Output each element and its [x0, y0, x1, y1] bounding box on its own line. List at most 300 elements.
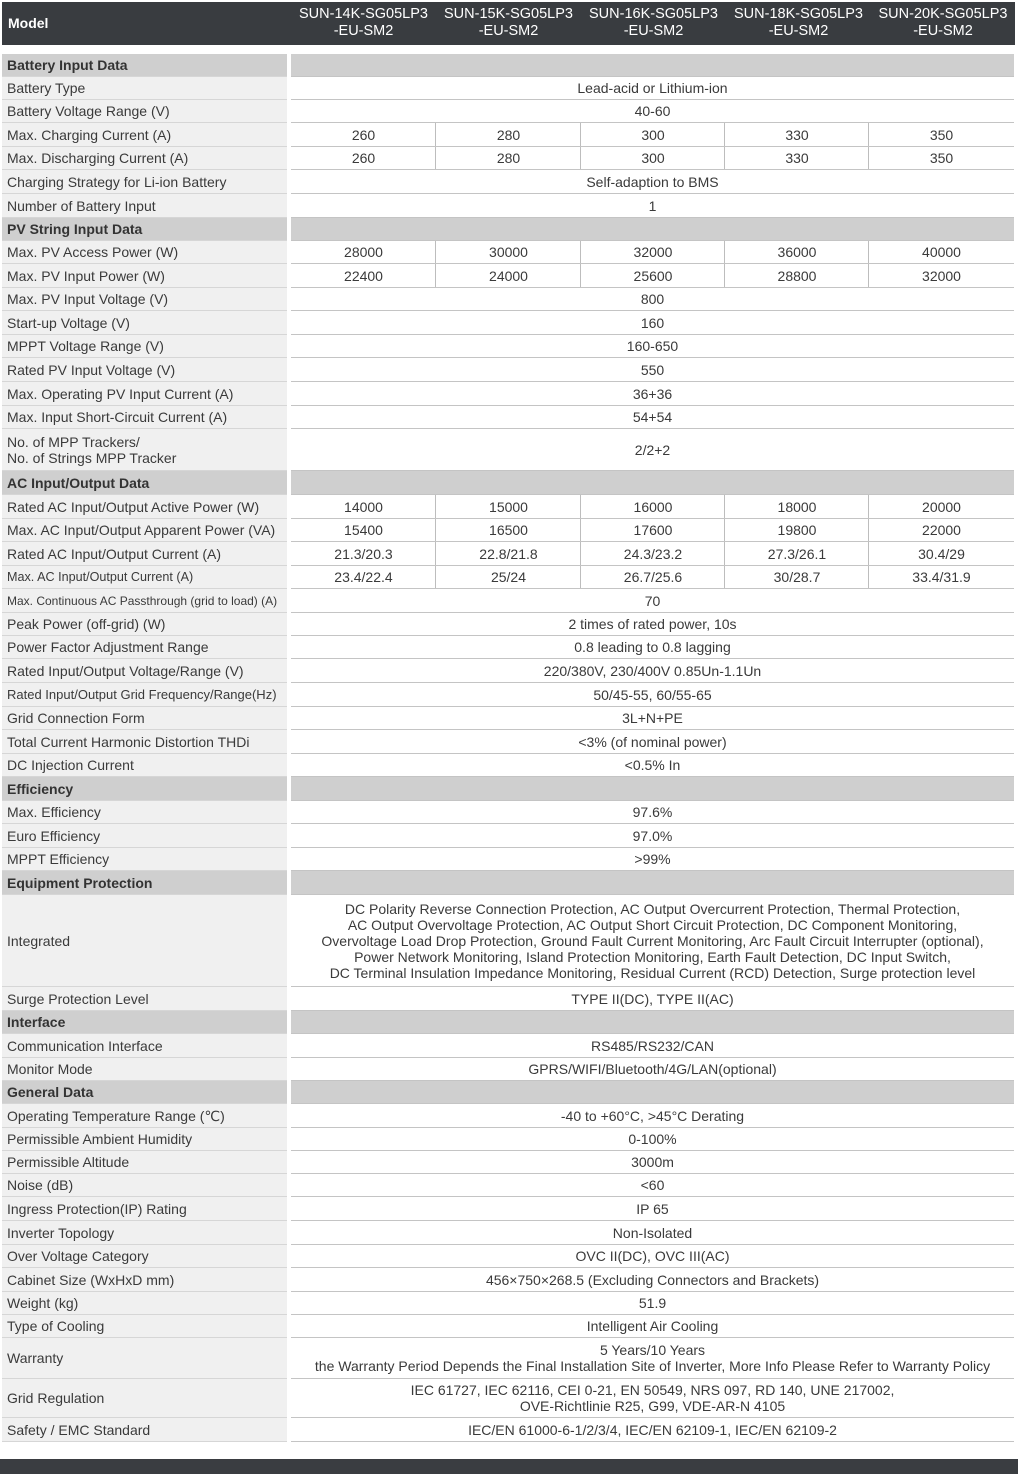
value-text: 50/45-55, 60/55-65 [593, 686, 712, 703]
value-cell [436, 241, 581, 263]
value-cell-merged [291, 1058, 1014, 1080]
column-divider [724, 241, 725, 263]
value-text: 26.7/25.6 [623, 569, 683, 585]
value-cell-merged [291, 382, 1014, 405]
table-row [0, 801, 1018, 823]
value-text: 300 [641, 126, 665, 143]
row-label-text: Interface [7, 1014, 66, 1030]
value-text: 30.4/29 [918, 545, 965, 562]
value-text: 24000 [489, 267, 528, 284]
value-cell [436, 495, 581, 518]
value-text: 3000m [631, 1154, 674, 1170]
value-text: 32000 [633, 244, 673, 260]
table-row [0, 1034, 1018, 1057]
section-title [2, 1081, 287, 1103]
row-label [2, 824, 287, 847]
table-row [0, 519, 1018, 541]
value-text: Lead-acid or Lithium-ion [577, 80, 728, 96]
value-cell-merged [291, 1245, 1014, 1267]
value-cell-merged [291, 1315, 1014, 1337]
value-cell-merged [291, 429, 1014, 470]
row-label-text: Max. Input Short-Circuit Current (A) [7, 409, 228, 425]
value-cell-merged [291, 311, 1014, 334]
row-label-text: Rated AC Input/Output Active Power (W) [7, 498, 260, 515]
value-cell-merged [291, 1128, 1014, 1150]
table-row [0, 895, 1018, 986]
column-divider [724, 542, 725, 565]
section-title [2, 471, 287, 494]
row-label [2, 542, 287, 565]
section-header-row [0, 54, 1018, 76]
value-text: OVC II(DC), OVC III(AC) [575, 1248, 730, 1264]
table-row [0, 358, 1018, 381]
value-text: 2 times of rated power, 10s [568, 616, 737, 632]
table-row [0, 613, 1018, 635]
table-row [0, 1058, 1018, 1080]
model-name: SUN-18K-SG05LP3 -EU-SM2 [734, 6, 863, 39]
table-row [0, 824, 1018, 847]
value-text: 25600 [633, 267, 673, 284]
column-divider [724, 566, 725, 588]
column-divider [724, 519, 725, 541]
table-row [0, 636, 1018, 658]
column-divider [724, 264, 725, 287]
value-text: 14000 [344, 498, 383, 515]
section-title [2, 871, 287, 894]
row-label-text: Battery Input Data [7, 57, 128, 73]
section-bar [291, 471, 1014, 494]
value-cell [291, 264, 436, 287]
section-bar [291, 871, 1014, 894]
row-label-text: Warranty [7, 1350, 64, 1366]
value-text: 1 [648, 197, 657, 214]
row-label [2, 311, 287, 334]
row-label-text: Rated PV Input Voltage (V) [7, 361, 176, 378]
column-divider [580, 241, 581, 263]
table-row [0, 683, 1018, 706]
value-text: >99% [634, 851, 671, 867]
column-divider [435, 542, 436, 565]
value-cell [725, 241, 869, 263]
value-cell [869, 542, 1014, 565]
row-label-text: Battery Voltage Range (V) [7, 103, 170, 119]
value-cell-merged [291, 683, 1014, 706]
value-text: 0.8 leading to 0.8 lagging [574, 639, 731, 655]
row-label [2, 1245, 287, 1267]
value-cell-merged [291, 406, 1014, 428]
value-cell [581, 519, 725, 541]
row-label [2, 1315, 287, 1337]
section-header-row [0, 777, 1018, 800]
value-text: 160-650 [626, 338, 679, 354]
row-label [2, 358, 287, 381]
value-text: 36+36 [632, 385, 673, 402]
row-label-text: Communication Interface [7, 1037, 163, 1054]
table-row [0, 311, 1018, 334]
table-row [0, 100, 1018, 122]
value-cell [725, 123, 869, 146]
value-text: 16000 [633, 498, 673, 515]
row-label-text: Max. Charging Current (A) [7, 126, 172, 143]
table-row [0, 542, 1018, 565]
table-row [0, 589, 1018, 612]
table-row [0, 566, 1018, 588]
value-text: Self-adaption to BMS [586, 173, 719, 190]
row-label-text: Permissible Altitude [7, 1154, 130, 1170]
table-row [0, 730, 1018, 753]
row-label-text: Max. Efficiency [7, 804, 101, 820]
value-cell-merged [291, 194, 1014, 217]
value-text: 70 [644, 592, 661, 609]
value-cell [725, 542, 869, 565]
row-label-text: Rated Input/Output Grid Frequency/Range(Hz) [7, 686, 277, 702]
row-label [2, 170, 287, 193]
column-divider [868, 241, 869, 263]
row-label-text: Peak Power (off-grid) (W) [7, 616, 166, 632]
value-cell-merged [291, 895, 1014, 986]
row-label [2, 1197, 287, 1220]
row-label [2, 335, 287, 357]
column-divider [580, 495, 581, 518]
column-divider [724, 147, 725, 169]
value-text: DC Polarity Reverse Connection Protection, AC Output Overcurrent Protection, Thermal Protection, AC Output Overvoltage Protection, AC Output Short Circuit Protection, DC Component Monitoring, Overvoltage Load Drop Protection, Ground Fault Current Monitoring, Arc Fault Circuit Interrupter (optional), Power Network Monitoring, Island Protection Monitoring, Earth Fault Detection, DC Input Switch, DC Terminal Insulation Impedance Monitoring, Residual Current (RCD) Detection, Surge protection level [321, 900, 984, 981]
table-row [0, 495, 1018, 518]
column-divider [580, 542, 581, 565]
section-title [2, 54, 287, 76]
row-label [2, 1221, 287, 1244]
value-cell [436, 542, 581, 565]
table-row [0, 170, 1018, 193]
value-text: 25/24 [490, 569, 527, 585]
row-label-text: Type of Cooling [7, 1318, 105, 1334]
table-row [0, 264, 1018, 287]
value-cell-merged [291, 801, 1014, 823]
value-text: 350 [929, 150, 954, 166]
value-cell-merged [291, 754, 1014, 776]
value-cell-merged [291, 77, 1014, 99]
value-text: 28800 [777, 267, 817, 284]
row-label-text: Safety / EMC Standard [7, 1421, 151, 1438]
value-text: 22.8/21.8 [479, 545, 538, 562]
row-label [2, 566, 287, 588]
value-cell-merged [291, 987, 1014, 1010]
section-title [2, 218, 287, 240]
value-cell [869, 147, 1014, 169]
value-text: Intelligent Air Cooling [586, 1318, 719, 1334]
row-label [2, 1058, 287, 1080]
value-cell [291, 147, 436, 169]
table-row [0, 194, 1018, 217]
table-row [0, 1197, 1018, 1220]
row-label-text: Monitor Mode [7, 1061, 93, 1077]
column-divider [868, 264, 869, 287]
column-divider [435, 264, 436, 287]
value-cell-merged [291, 288, 1014, 310]
row-label [2, 241, 287, 263]
value-text: 300 [641, 150, 665, 166]
table-row [0, 1174, 1018, 1196]
row-label-text: Inverter Topology [7, 1224, 115, 1241]
row-label [2, 730, 287, 753]
table-row [0, 1268, 1018, 1291]
row-label-text: Rated Input/Output Voltage/Range (V) [7, 662, 244, 679]
value-cell [436, 566, 581, 588]
value-cell [291, 519, 436, 541]
value-text: IEC 61727, IEC 62116, CEI 0-21, EN 50549, NRS 097, RD 140, UNE 217002, OVE-Richtlinie R25, G99, VDE-AR-N 4105 [410, 1382, 895, 1414]
value-text: 280 [496, 150, 521, 166]
value-text: 51.9 [638, 1295, 667, 1311]
value-cell-merged [291, 848, 1014, 870]
value-cell [581, 241, 725, 263]
table-row [0, 1245, 1018, 1267]
column-divider [580, 264, 581, 287]
column-divider [580, 147, 581, 169]
value-cell [725, 495, 869, 518]
value-text: 23.4/22.4 [334, 569, 393, 585]
section-header-row [0, 218, 1018, 240]
column-divider [435, 123, 436, 146]
row-label-text: Surge Protection Level [7, 990, 149, 1007]
value-text: 220/380V, 230/400V 0.85Un-1.1Un [543, 662, 762, 679]
row-label-text: Weight (kg) [7, 1295, 79, 1311]
value-text: 22000 [922, 522, 961, 538]
value-text: <0.5% In [624, 757, 681, 773]
model-name: SUN-16K-SG05LP3 -EU-SM2 [589, 6, 718, 39]
value-text: 30/28.7 [773, 569, 821, 585]
value-cell [725, 519, 869, 541]
table-row [0, 1128, 1018, 1150]
table-row [0, 1315, 1018, 1337]
value-text: 15400 [344, 522, 383, 538]
value-text: 30000 [489, 244, 528, 260]
value-text: 330 [785, 150, 809, 166]
row-label [2, 1034, 287, 1057]
row-label-text: Max. AC Input/Output Apparent Power (VA) [7, 522, 276, 538]
table-row [0, 1221, 1018, 1244]
row-label [2, 683, 287, 706]
value-cell-merged [291, 1197, 1014, 1220]
section-bar [291, 1081, 1014, 1103]
value-text: RS485/RS232/CAN [591, 1037, 714, 1054]
row-label [2, 848, 287, 870]
row-label [2, 77, 287, 99]
row-label-text: Cabinet Size (WxHxD mm) [7, 1271, 175, 1288]
row-label [2, 382, 287, 405]
value-text: 54+54 [632, 409, 673, 425]
row-label [2, 429, 287, 470]
column-divider [435, 495, 436, 518]
value-cell-merged [291, 1338, 1014, 1378]
value-cell-merged [291, 1104, 1014, 1127]
value-text: GPRS/WIFI/Bluetooth/4G/LAN(optional) [528, 1061, 777, 1077]
value-text: 0-100% [628, 1131, 677, 1147]
row-label-text: PV String Input Data [7, 221, 143, 237]
table-row [0, 848, 1018, 870]
value-text: 36000 [777, 244, 817, 260]
row-label [2, 495, 287, 518]
value-cell-merged [291, 1268, 1014, 1291]
value-cell-merged [291, 358, 1014, 381]
footer-bar [0, 1459, 1018, 1474]
section-header-row [0, 1081, 1018, 1103]
row-label-text: DC Injection Current [7, 757, 134, 773]
row-label [2, 707, 287, 729]
row-label [2, 801, 287, 823]
value-cell-merged [291, 659, 1014, 682]
row-label-text: Total Current Harmonic Distortion THDi [7, 733, 250, 750]
value-text: 22400 [344, 267, 383, 284]
value-cell [581, 495, 725, 518]
row-label-text: Max. Operating PV Input Current (A) [7, 385, 234, 402]
column-divider [868, 495, 869, 518]
value-text: -40 to +60°C, >45°C Derating [560, 1107, 745, 1124]
value-cell [725, 264, 869, 287]
model-name: SUN-15K-SG05LP3 -EU-SM2 [444, 6, 573, 39]
value-text: 40000 [922, 244, 961, 260]
value-cell [581, 264, 725, 287]
label-divider [2, 1441, 287, 1442]
section-bar [291, 777, 1014, 800]
table-row [0, 288, 1018, 310]
row-label-text: MPPT Efficiency [7, 851, 110, 867]
row-label-text: MPPT Voltage Range (V) [7, 338, 164, 354]
value-cell-merged [291, 730, 1014, 753]
value-text: <3% (of nominal power) [578, 733, 727, 750]
table-row [0, 754, 1018, 776]
column-divider [868, 147, 869, 169]
row-label-text: Grid Regulation [7, 1390, 105, 1406]
value-text: 21.3/20.3 [334, 545, 393, 562]
row-label [2, 1128, 287, 1150]
value-cell [581, 542, 725, 565]
table-row [0, 1338, 1018, 1378]
value-text: 20000 [922, 498, 961, 515]
table-row [0, 77, 1018, 99]
row-label [2, 264, 287, 287]
table-row [0, 147, 1018, 169]
column-divider [580, 123, 581, 146]
value-cell [869, 566, 1014, 588]
section-header-row [0, 871, 1018, 894]
value-text: TYPE II(DC), TYPE II(AC) [571, 990, 734, 1007]
row-label [2, 123, 287, 146]
row-label-text: Max. Continuous AC Passthrough (grid to load) (A) [7, 593, 278, 608]
value-text: 97.0% [632, 827, 673, 844]
value-cell-merged [291, 1034, 1014, 1057]
row-label-text: Number of Battery Input [7, 197, 156, 214]
value-text: 32000 [922, 267, 961, 284]
value-text: 16500 [489, 522, 528, 538]
value-cell [725, 566, 869, 588]
value-cell [291, 566, 436, 588]
value-cell [291, 241, 436, 263]
row-label-text: General Data [7, 1084, 94, 1100]
row-label-text: Noise (dB) [7, 1177, 74, 1193]
row-label [2, 1104, 287, 1127]
row-divider [291, 1441, 1014, 1442]
column-divider [868, 542, 869, 565]
row-label-text: Max. PV Access Power (W) [7, 244, 179, 260]
value-text: 40-60 [634, 103, 671, 119]
value-cell [869, 241, 1014, 263]
column-divider [435, 566, 436, 588]
row-label [2, 147, 287, 169]
table-row [0, 406, 1018, 428]
table-row [0, 1292, 1018, 1314]
value-cell-merged [291, 1221, 1014, 1244]
table-header [2, 2, 1015, 45]
column-divider [580, 566, 581, 588]
row-label-text: Max. PV Input Power (W) [7, 267, 165, 284]
value-cell-merged [291, 824, 1014, 847]
value-cell [436, 123, 581, 146]
value-cell [869, 495, 1014, 518]
value-text: 24.3/23.2 [623, 545, 683, 562]
value-text: 5 Years/10 Years the Warranty Period Depends the Final Installation Site of Inverter, More Info Please Refer to Warranty Policy [314, 1342, 991, 1374]
row-label-text: Max. PV Input Voltage (V) [7, 291, 169, 307]
table-row [0, 1151, 1018, 1173]
value-text: 18000 [777, 498, 817, 515]
row-label [2, 589, 287, 612]
value-text: <60 [640, 1177, 665, 1193]
value-text: 19800 [777, 522, 817, 538]
row-label [2, 1292, 287, 1314]
value-text: 15000 [489, 498, 528, 515]
value-cell-merged [291, 589, 1014, 612]
value-text: 550 [640, 361, 665, 378]
table-row [0, 1379, 1018, 1417]
value-text: IP 65 [636, 1200, 669, 1217]
row-label-text: AC Input/Output Data [7, 474, 150, 491]
row-label [2, 1174, 287, 1196]
value-cell [581, 566, 725, 588]
column-divider [868, 519, 869, 541]
row-label-text: Integrated [7, 932, 71, 949]
row-label-text: Grid Connection Form [7, 710, 145, 726]
column-divider [435, 241, 436, 263]
row-label-text: Start-up Voltage (V) [7, 314, 130, 331]
row-label-text: Operating Temperature Range (℃) [7, 1107, 225, 1124]
value-text: Non-Isolated [612, 1224, 693, 1241]
section-title [2, 777, 287, 800]
row-label-text: Battery Type [7, 80, 86, 96]
value-cell-merged [291, 1379, 1014, 1417]
model-name: SUN-14K-SG05LP3 -EU-SM2 [299, 6, 428, 39]
table-row [0, 123, 1018, 146]
value-cell-merged [291, 707, 1014, 729]
value-text: 97.6% [632, 804, 673, 820]
column-divider [435, 147, 436, 169]
row-label [2, 194, 287, 217]
model-header-label: Model [8, 15, 49, 31]
value-cell [436, 147, 581, 169]
value-cell [291, 542, 436, 565]
value-text: 28000 [344, 244, 383, 260]
section-bar [291, 54, 1014, 76]
row-label [2, 1268, 287, 1291]
value-text: 17600 [633, 522, 673, 538]
row-label [2, 100, 287, 122]
row-label-text: No. of MPP Trackers/ No. of Strings MPP Tracker [7, 433, 177, 466]
value-text: 27.3/26.1 [767, 545, 827, 562]
row-label [2, 895, 287, 986]
value-text: 456×750×268.5 (Excluding Connectors and Brackets) [485, 1271, 820, 1288]
value-text: 160 [640, 314, 665, 331]
row-label [2, 288, 287, 310]
value-cell [291, 495, 436, 518]
value-cell-merged [291, 613, 1014, 635]
table-row [0, 987, 1018, 1010]
